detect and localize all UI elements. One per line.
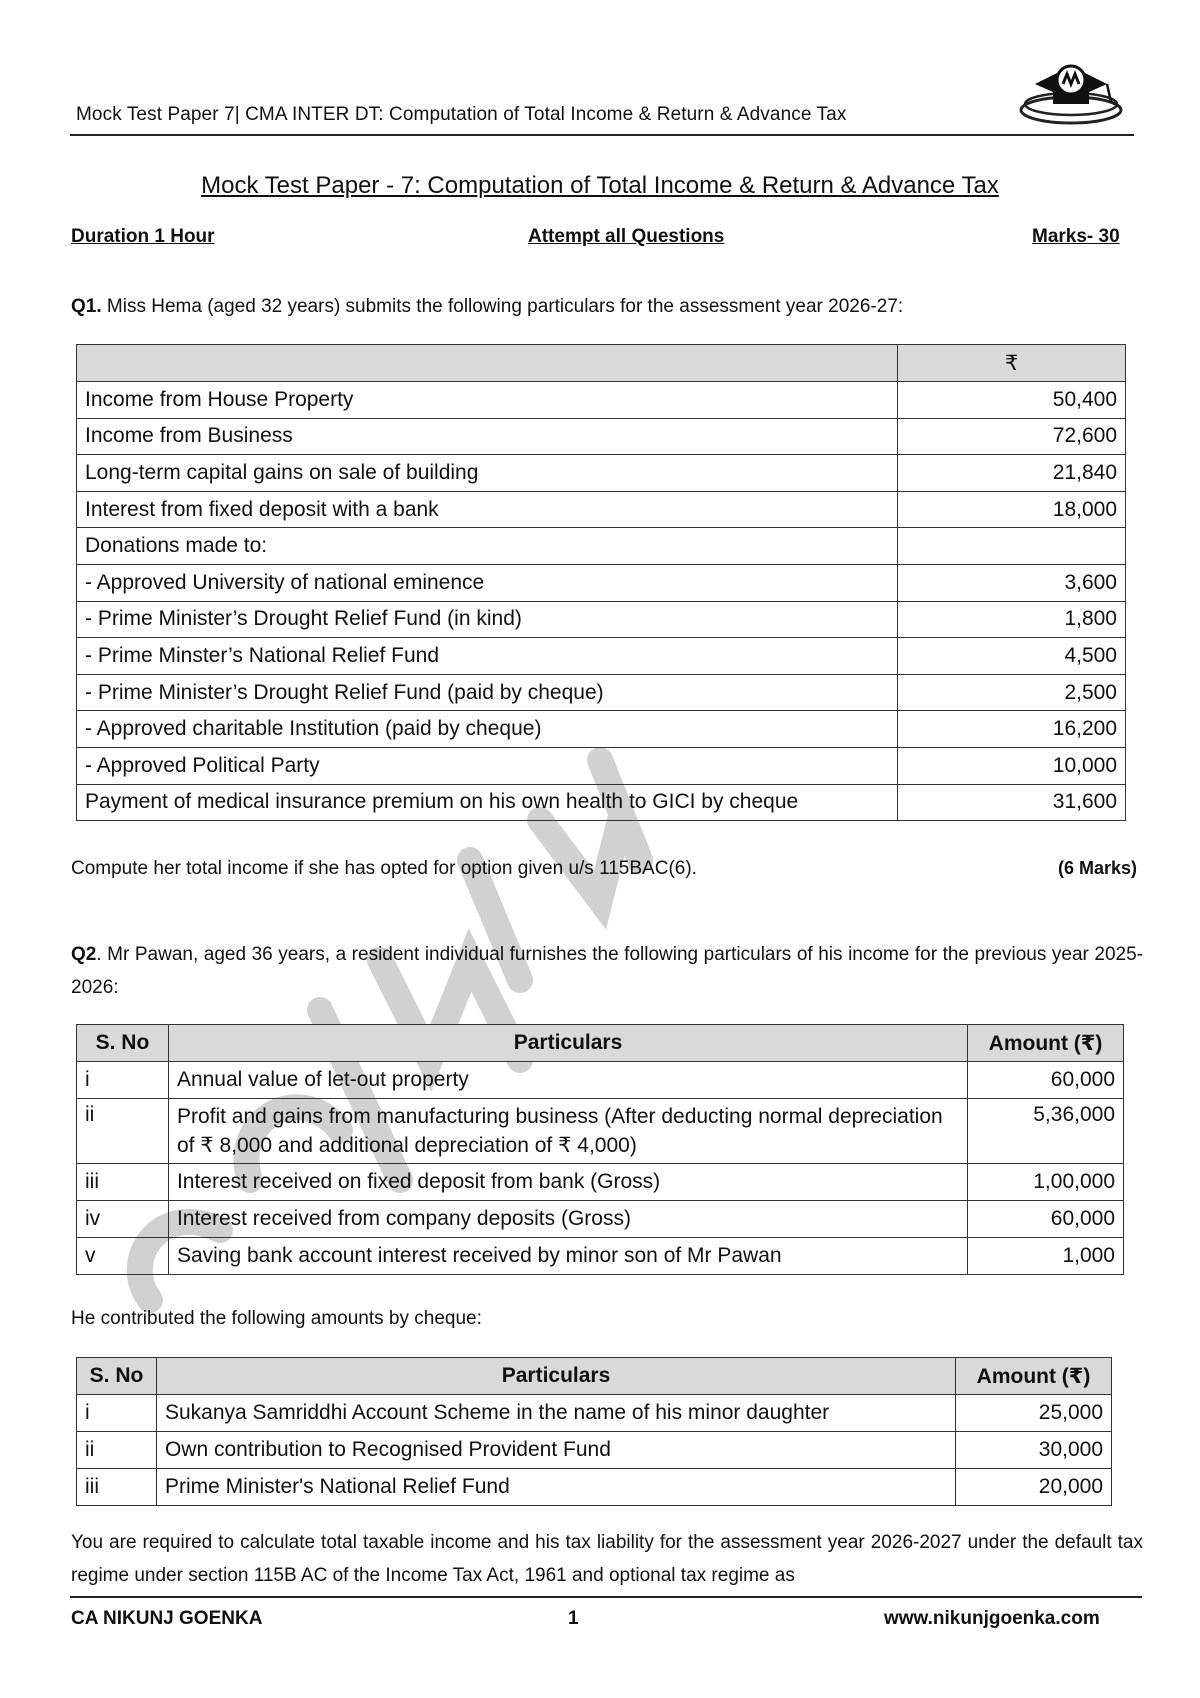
row-item: - Prime Minster’s National Relief Fund — [77, 638, 898, 675]
row-amount: 18,000 — [898, 491, 1126, 528]
row-amount: 16,200 — [898, 711, 1126, 748]
table-row — [77, 382, 1126, 419]
row-item: Payment of medical insurance premium on his own health to GICI by cheque — [77, 784, 898, 821]
table-row — [77, 418, 1126, 455]
col-sno: S. No — [77, 1358, 157, 1395]
row-amount: 10,000 — [898, 747, 1126, 784]
row-particulars: Interest received from company deposits (Gross) — [168, 1201, 967, 1238]
q2-label: Q2 — [71, 944, 97, 965]
q2-intro — [71, 938, 1143, 1004]
page-number: 1 — [568, 1608, 579, 1629]
row-amount: 50,400 — [898, 382, 1126, 419]
table-row — [77, 638, 1126, 675]
table-row — [77, 1099, 1124, 1164]
footer-author: CA NIKUNJ GOENKA — [71, 1608, 263, 1629]
row-amount: 2,500 — [898, 674, 1126, 711]
table-row — [77, 601, 1126, 638]
q1-table-header — [77, 345, 1126, 382]
row-particulars: Interest received on fixed deposit from bank (Gross) — [168, 1164, 967, 1201]
row-amount: 60,000 — [968, 1201, 1124, 1238]
col-amount: Amount (₹) — [956, 1358, 1112, 1395]
q2-intro-text: . Mr Pawan, aged 36 years, a resident individual furnishes the following particulars of his income for the previous year 2025-2026: — [71, 944, 1143, 998]
duration-label: Duration 1 Hour — [71, 226, 215, 247]
row-item: Income from Business — [77, 418, 898, 455]
row-amount: 25,000 — [956, 1395, 1112, 1432]
table-row — [77, 1062, 1124, 1099]
row-sno: i — [77, 1395, 157, 1432]
row-particulars: Sukanya Samriddhi Account Scheme in the name of his minor daughter — [156, 1395, 955, 1432]
header-rule — [70, 134, 1134, 136]
q2-contrib-intro: He contributed the following amounts by cheque: — [71, 1308, 482, 1329]
running-header: Mock Test Paper 7| CMA INTER DT: Computation of Total Income & Return & Advance Tax — [76, 104, 847, 125]
table-row — [77, 1469, 1112, 1506]
col-amount: Amount (₹) — [968, 1025, 1124, 1062]
q1-table — [76, 344, 1126, 821]
table-row — [77, 674, 1126, 711]
row-amount: 1,00,000 — [968, 1164, 1124, 1201]
row-sno: i — [77, 1062, 169, 1099]
row-item: Donations made to: — [77, 528, 898, 565]
col-sno: S. No — [77, 1025, 169, 1062]
row-item: - Approved University of national eminence — [77, 564, 898, 601]
row-item: Interest from fixed deposit with a bank — [77, 491, 898, 528]
row-item: - Prime Minister’s Drought Relief Fund (paid by cheque) — [77, 674, 898, 711]
row-amount: 3,600 — [898, 564, 1126, 601]
col-particulars: Particulars — [168, 1025, 967, 1062]
q2-closing: You are required to calculate total taxable income and his tax liability for the assessment year 2026-2027 under the default tax regime under section 115B AC of the Income Tax Act, 1961 and optional tax regime as — [71, 1532, 1143, 1586]
footer-website: www.nikunjgoenka.com — [884, 1608, 1100, 1629]
row-amount: 4,500 — [898, 638, 1126, 675]
table-row — [77, 564, 1126, 601]
table-row — [77, 711, 1126, 748]
q1-question: Compute her total income if she has opted for option given u/s 115BAC(6). — [71, 858, 697, 879]
q1-intro — [71, 290, 903, 323]
q1-marks: (6 Marks) — [1058, 858, 1138, 878]
table-row — [77, 1395, 1112, 1432]
row-amount: 60,000 — [968, 1062, 1124, 1099]
row-item: Long-term capital gains on sale of building — [77, 455, 898, 492]
table-row — [77, 528, 1126, 565]
row-amount: 31,600 — [898, 784, 1126, 821]
marks-label: Marks- 30 — [1032, 226, 1120, 247]
q2-contrib-table — [76, 1357, 1112, 1506]
row-particulars: Saving bank account interest received by minor son of Mr Pawan — [168, 1238, 967, 1275]
table-row — [77, 1238, 1124, 1275]
row-particulars: Prime Minister's National Relief Fund — [156, 1469, 955, 1506]
q1-currency-header: ₹ — [898, 345, 1126, 382]
row-item: - Approved charitable Institution (paid by cheque) — [77, 711, 898, 748]
row-particulars: Profit and gains from manufacturing business (After deducting normal depreciation of ₹ 8,000 and additional depreciation of ₹ 4,000) — [168, 1099, 967, 1164]
row-sno: iii — [77, 1164, 169, 1201]
table-row — [77, 1201, 1124, 1238]
q2-income-table — [76, 1024, 1124, 1275]
row-amount: 1,800 — [898, 601, 1126, 638]
table-row — [77, 491, 1126, 528]
row-amount: 20,000 — [956, 1469, 1112, 1506]
row-sno: iii — [77, 1469, 157, 1506]
row-particulars: Own contribution to Recognised Provident Fund — [156, 1432, 955, 1469]
row-item: Income from House Property — [77, 382, 898, 419]
row-amount: 1,000 — [968, 1238, 1124, 1275]
instruction-label: Attempt all Questions — [528, 226, 725, 247]
q1-intro-text: Miss Hema (aged 32 years) submits the following particulars for the assessment year 2026-27: — [101, 296, 904, 317]
q1-header-blank — [77, 345, 898, 382]
row-sno: iv — [77, 1201, 169, 1238]
col-particulars: Particulars — [156, 1358, 955, 1395]
table-row — [77, 747, 1126, 784]
row-sno: ii — [77, 1099, 169, 1164]
footer-rule — [70, 1596, 1142, 1598]
row-amount — [898, 528, 1126, 565]
row-item: - Prime Minister’s Drought Relief Fund (in kind) — [77, 601, 898, 638]
row-amount: 21,840 — [898, 455, 1126, 492]
row-sno: ii — [77, 1432, 157, 1469]
table-row — [77, 455, 1126, 492]
table-row — [77, 784, 1126, 821]
row-particulars: Annual value of let-out property — [168, 1062, 967, 1099]
graduation-cap-logo — [1015, 40, 1125, 132]
q1-label: Q1. — [71, 296, 102, 317]
row-amount: 5,36,000 — [968, 1099, 1124, 1164]
table-row — [77, 1164, 1124, 1201]
paper-title: Mock Test Paper - 7: Computation of Total Income & Return & Advance Tax — [201, 172, 999, 199]
row-amount: 72,600 — [898, 418, 1126, 455]
row-item: - Approved Political Party — [77, 747, 898, 784]
row-sno: v — [77, 1238, 169, 1275]
table-row — [77, 1432, 1112, 1469]
row-amount: 30,000 — [956, 1432, 1112, 1469]
